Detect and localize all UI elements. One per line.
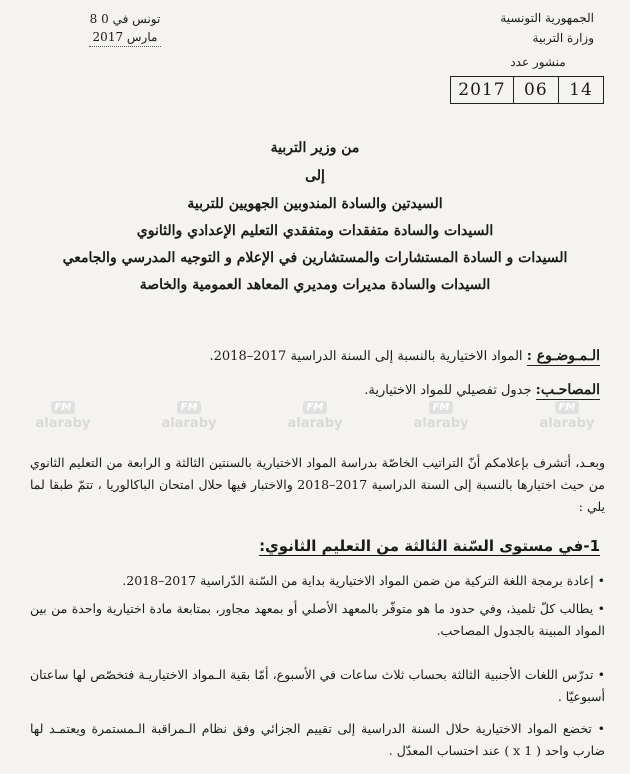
recipient-line: السيدات والسادة مديرات ومديري المعاهد العمومية والخاصة	[139, 277, 491, 293]
sender: من وزير التربية	[270, 140, 360, 156]
date-day: 0 8	[89, 12, 109, 26]
watermark: FM alaraby	[161, 402, 217, 431]
watermark: FM alaraby	[287, 402, 343, 431]
attachment-text: جدول تفصيلي للمواد الاختيارية.	[364, 383, 532, 398]
watermark: FM alaraby	[539, 402, 595, 431]
list-item: • إعادة برمجة اللغة التركية من ضمن المواد الاختيارية بداية من السّنة الدّراسية 2017–2018.	[30, 570, 605, 592]
ministry-name: وزارة التربية	[532, 31, 594, 45]
recipient-line: السيدتين والسادة المندوبين الجهويين للتربية	[187, 196, 443, 212]
publication-label: منشور عدد	[510, 55, 566, 69]
intro-paragraph: وبعـد، أتشرف بإعلامكم أنّ التراتيب الخاصّة بدراسة المواد الاختيارية بالسنتين الثالثة و الرابعة من التعليم الثانوي من حيث اختيارها بالنسبة إلى السنة الدراسية 2017–2018 والاختبار فيها حلال امتحان الباكالوريا ، تتمّ طبقا لما يلي :	[30, 455, 605, 514]
publication-year: 2017	[458, 80, 506, 100]
list-item: • تخضع المواد الاختيارية حلال السنة الدراسية إلى تقييم الجزائي وفق نظام الـمراقبة الـمستمرة ويعتمـد لها ضارب واحد ( 1 x ) عند احتساب المعدّل .	[30, 718, 605, 762]
date-block	[50, 10, 200, 47]
letterhead	[444, 8, 594, 48]
subject-label: الـمـوضـوع :	[526, 348, 600, 364]
recipient-line: السيدات و السادة المستشارات والمستشارين في الإعلام و التوجيه المدرسي والجامعي	[62, 250, 568, 266]
recipient-line: السيدات والسادة متفقدات ومتفقدي التعليم الإعدادي والثانوي	[136, 223, 494, 239]
watermark: FM alaraby	[413, 402, 469, 431]
date-month-year: مارس 2017	[89, 28, 162, 47]
to-label: إلى	[305, 168, 325, 184]
publication-number-box	[450, 76, 604, 104]
list-item: • تدرّس اللغات الأجنبية الثالثة بحساب ثلاث ساعات في الأسبوع، أمّا بقية الـمواد الاختياريـة فتخصّص لها ساعتان أسبوعيّا .	[30, 664, 605, 708]
list-item: • يطالب كلّ تلميذ، وفي حدود ما هو متوفّر بالمعهد الأصلي أو بمعهد مجاور، بمتابعة مادة اختيارية واحدة من بين المواد المبينة بالجدول المصاحب.	[30, 598, 605, 642]
republic-name: الجمهورية التونسية	[500, 11, 594, 25]
attachment-label: المصاحـب:	[535, 382, 600, 398]
watermark-strip	[0, 396, 630, 436]
subject-line	[20, 348, 600, 364]
publication-number: 14	[558, 77, 603, 103]
subject-text: المواد الاختيارية بالنسبة إلى السنة الدراسية 2017–2018.	[209, 349, 523, 364]
attachment-line	[20, 382, 600, 398]
section-title: 1-في مستوى السّنة الثالثة من التعليم الثانوي:	[259, 537, 600, 555]
watermark: FM alaraby	[35, 402, 91, 431]
city-date-prefix: تونس في	[112, 12, 161, 26]
publication-month: 06	[513, 77, 558, 103]
